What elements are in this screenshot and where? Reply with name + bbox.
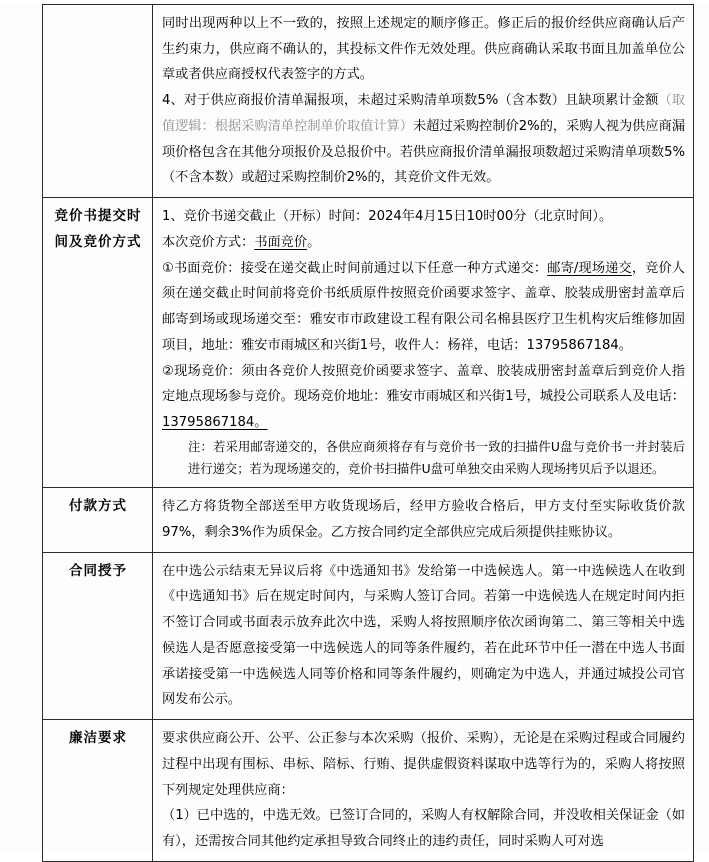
inline-gray-note: （取值逻辑：根据采购清单控制单价取值计算） (162, 93, 686, 134)
submission-note: 注：若采用邮寄递交的，各供应商须将存有与竞价书一致的扫描件U盘与竞价书一并封装后进行递交；若为现场递交的，竞价书扫描件U盘可单独交由采购人现场拷贝后予以退还。 (188, 439, 685, 477)
table-row (43, 5, 694, 198)
paragraph: 本次竞价方式：书面竞价。 (162, 234, 321, 250)
row-label-contract-award: 合同授予 (43, 552, 153, 719)
inline-underline: 书面竞价 (254, 234, 308, 250)
paragraph: 在中选公示结束无异议后将《中选通知书》发给第一中选候选人。第一中选候选人在收到《中选通知书》后在规定时间内，与采购人签订合同。若第一中选候选人在规定时间内拒不签订合同或书面表示放弃此次中选，采购人将按照顺序依次函询第二、第三等相关中选候选人是否愿意接受第一中选候选人的同等条件履约，若在此环节中任一潜在中选人书面承诺接受第一中选候选人同等价格和同等条件履约，则确定为中选人，并通过城投公司官网发布公示。 (162, 563, 685, 708)
paragraph: 待乙方将货物全部送至甲方收货现场后，经甲方验收合格后，甲方支付至实际收货价款97%，剩余3%作为质保金。乙方按合同约定全部供应完成后须提供挂账协议。 (162, 499, 685, 540)
paragraph: （1）已中选的，中选无效。已签订合同的，采购人有权解除合同，并没收相关保证金（如有），还需按合同其他约定承担导致合同终止的违约责任，同时采购人可对选 (162, 808, 685, 850)
contract-award-cell (153, 552, 694, 719)
table-row (43, 488, 694, 552)
inline-underline: 邮寄/现场递交 (547, 260, 632, 276)
table-row (43, 720, 694, 862)
paragraph: 同时出现两种以上不一致的，按照上述规定的顺序修正。修正后的报价经供应商确认后产生约束力，供应商不确认的，其投标文件作无效处理。供应商确认采取书面且加盖单位公章或者供应商授权代表签字的方式。 (162, 16, 685, 83)
paragraph: 1、竞价书递交截止（开标）时间：2024年4月15日10时00分（北京时间）。 (162, 209, 613, 225)
paragraph: ①书面竞价：接受在递交截止时间前通过以下任意一种方式递交：邮寄/现场递交，竞价人须在递交截止时间前将竞价书纸质原件按照竞价函要求签字、盖章、胶装成册密封盖章后邮寄到场或现场递交至：雅安市市政建设工程有限公司名棉县医疗卫生机构灾后维修加固项目，地址：雅安市雨城区和兴街1号，收件人：杨祥，电话：13795867184。 (162, 260, 685, 353)
submission-cell (153, 198, 694, 488)
table-row (43, 198, 694, 488)
paragraph: 要求供应商公开、公平、公正参与本次采购（报价、采购），无论是在采购过程或合同履约过程中出现有围标、串标、陪标、行贿、提供虚假资料谋取中选等行为的，采购人将按照下列规定处理供应商： (162, 731, 685, 798)
continuation-cell (153, 5, 694, 198)
inline-underline: 13795867184。 (162, 415, 268, 431)
paragraph: ②现场竞价：须由各竞价人按照竞价函要求签字、盖章、胶装成册密封盖章后到竞价人指定地点现场参与竞价。现场竞价地址：雅安市雨城区和兴街1号，城投公司联系人及电话：13795867184。 (162, 363, 685, 431)
document-page (0, 4, 709, 853)
paragraph (162, 88, 685, 191)
payment-cell (153, 488, 694, 552)
integrity-cell (153, 720, 694, 862)
row-label-submission: 竞价书提交时间及竞价方式 (43, 198, 153, 488)
paragraph-text: 4、对于供应商报价清单漏报项，未超过采购清单项数5%（含本数）且缺项累计金额（取值逻辑：根据采购清单控制单价取值计算）未超过采购控制价2%的，采购人视为供应商漏项价格包含在其他分项报价及总报价中。若供应商报价清单漏报项数超过采购清单项数5%（不含本数）或超过采购控制价2%的，其竞价文件无效。 (162, 93, 686, 186)
row-label-integrity: 廉洁要求 (43, 720, 153, 862)
row-label-spacer (43, 5, 153, 198)
table-row (43, 552, 694, 719)
row-label-payment: 付款方式 (43, 488, 153, 552)
contract-terms-table (42, 4, 694, 862)
